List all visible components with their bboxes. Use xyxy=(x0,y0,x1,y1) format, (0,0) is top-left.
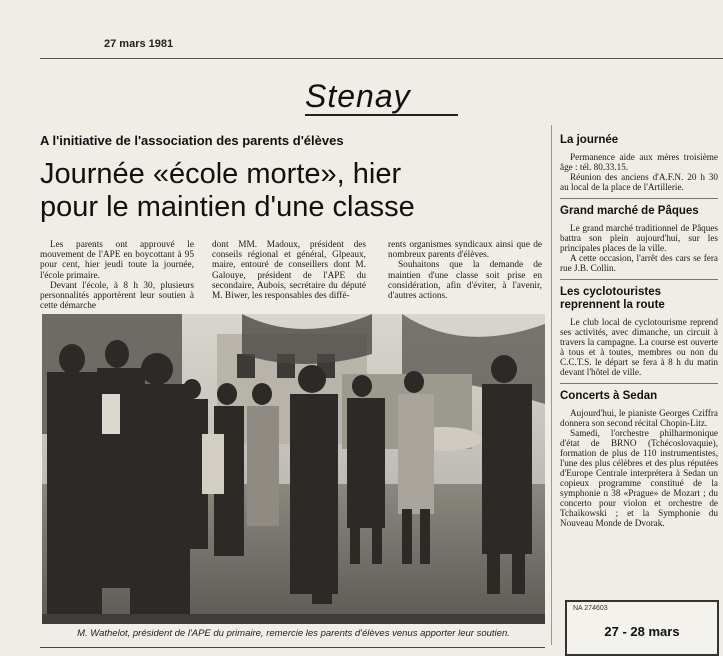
brief-title: Concerts à Sedan xyxy=(560,390,658,402)
brief-title: La journée xyxy=(560,134,619,146)
brief-paragraph: Aujourd'hui, le pianiste Georges Cziffra donnera son second récital Chopin-Litz. xyxy=(560,408,718,428)
issue-date: 27 mars 1981 xyxy=(104,38,174,50)
headline-line-1: Journée «école morte», hier xyxy=(40,158,402,190)
brief-paragraph: Permanence aide aux mères troisième âge : tél. 80.33.15. xyxy=(560,152,718,172)
brief-paragraph: Le club local de cyclotourisme reprend ses activités, avec dimanche, un circuit à travers la campagne. La course est ouverte à tous et à toutes, membres ou non du C.C.T.S. le départ se fera à 8 h du matin devant l'hôtel de ville. xyxy=(560,317,718,377)
section-underline xyxy=(305,114,458,116)
section-title: Stenay xyxy=(305,78,411,114)
ad-reference: NA 274603 xyxy=(573,605,608,612)
brief-paragraph: Réunion des anciens d'A.F.N. 20 h 30 au local de la place de l'Artillerie. xyxy=(560,172,718,192)
brief-paragraph: A cette occasion, l'arrêt des cars se fera rue J.B. Collin. xyxy=(560,253,718,273)
brief-text xyxy=(560,317,718,377)
headline-line-2: pour le maintien d'une classe xyxy=(40,191,415,223)
brief-paragraph: Samedi, l'orchestre philharmonique d'état de BRNO (Tchécoslovaquie), formation de plus de 110 instrumentistes, l'une des plus célèbres et des plus réputées d'Europe Centrale interprétera à Sedan un copieux programme constitué de la symphonie n 38 «Prague» de Mozart ; du concerto pour violon et orchestre de Tchaikowski ; et la Symphonie du Nouveau Monde de Dvorak. xyxy=(560,428,718,528)
paragraph: Souhaitons que la demande de maintien d'une classe soit prise en considération, afin d'éviter, à l'avenir, d'autres actions. xyxy=(388,260,542,302)
photo-caption: M. Wathelot, président de l'APE du primaire, remercie les parents d'élèves venus apporter leur soutien. xyxy=(77,628,510,639)
brief-text xyxy=(560,408,718,528)
brief-la-journee xyxy=(560,134,718,192)
paragraph: rents organismes syndicaux ainsi que de nombreux parents d'élèves. xyxy=(388,240,542,261)
brief-divider xyxy=(560,383,718,384)
news-photo xyxy=(42,314,545,624)
ad-dates: 27 - 28 mars xyxy=(604,624,680,639)
paragraph: dont MM. Madoux, président des conseils régional et général, Glpeaux, maire, entouré de conseillers dont M. Galouye, président de l'APE du secondaire, Aubois, secrétaire du député M. Biwer, les responsables des diffé- xyxy=(212,240,366,302)
brief-title: Les cyclotouristes reprennent la route xyxy=(560,286,665,311)
sidebar-briefs xyxy=(560,134,718,532)
paragraph: Devant l'école, à 8 h 30, plusieurs personnalités apportèrent leur soutien à cette démarche xyxy=(40,280,194,312)
brief-text xyxy=(560,223,718,273)
brief-concerts-sedan xyxy=(560,390,718,528)
photo-illustration xyxy=(42,314,545,624)
article-kicker: A l'initiative de l'association des parents d'élèves xyxy=(40,133,344,148)
brief-paragraph: Le grand marché traditionnel de Pâques battra son plein aujourd'hui, sur les principales places de la ville. xyxy=(560,223,718,253)
article-column-1 xyxy=(40,240,194,311)
brief-marche-paques xyxy=(560,205,718,273)
brief-divider xyxy=(560,279,718,280)
advertisement-box xyxy=(565,600,719,656)
brief-cyclotouristes xyxy=(560,286,718,377)
column-divider xyxy=(551,125,552,645)
bottom-rule xyxy=(40,647,545,648)
article-column-2 xyxy=(212,240,366,301)
brief-divider xyxy=(560,198,718,199)
article-headline xyxy=(40,158,540,224)
brief-text xyxy=(560,152,718,192)
header-rule xyxy=(40,58,723,59)
paragraph: Les parents ont approuvé le mouvement de l'APE en boycottant à 95 pour cent, hier jeudi toute la journée, l'école primaire. xyxy=(40,240,194,281)
article-column-3 xyxy=(388,240,542,301)
brief-title: Grand marché de Pâques xyxy=(560,205,699,217)
